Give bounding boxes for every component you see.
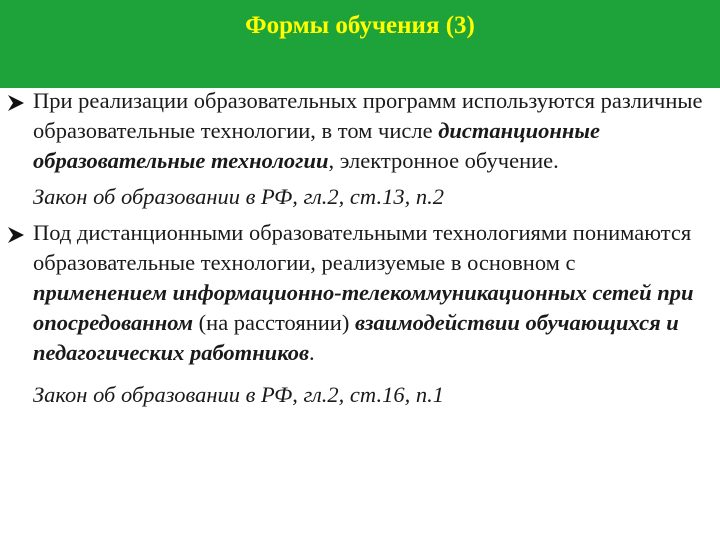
slide-content [0, 86, 720, 410]
bullet-emphasis: дистанционные образовательные технологии [33, 118, 600, 173]
law-reference: Закон об образовании в РФ, гл.2, ст.16, п.1 [33, 382, 444, 407]
arrow-bullet-icon [6, 93, 26, 113]
bullet-text: , электронное обучение. [328, 148, 559, 173]
arrow-bullet-icon [6, 225, 26, 245]
bullet-item [0, 218, 720, 368]
bullet-text: Под дистанционными образовательными технологиями понимаются образовательные технологии, реализуемые в основном с [33, 220, 692, 275]
bullet-text: При реализации образовательных программ используются различные образовательные технологии, в том числе [33, 88, 703, 143]
law-reference: Закон об образовании в РФ, гл.2, ст.13, п.2 [33, 184, 444, 209]
bullet-item [0, 86, 720, 176]
title-bar [0, 0, 720, 88]
bullet-text: . [309, 340, 315, 365]
bullet-text: (на расстоянии) [193, 310, 355, 335]
slide-title: Формы обучения (3) [245, 12, 475, 39]
bullet-emphasis: взаимодействии обучающихся и педагогических работников [33, 310, 679, 365]
bullet-emphasis: применением информационно-телекоммуникационных сетей при опосредованном [33, 280, 694, 335]
